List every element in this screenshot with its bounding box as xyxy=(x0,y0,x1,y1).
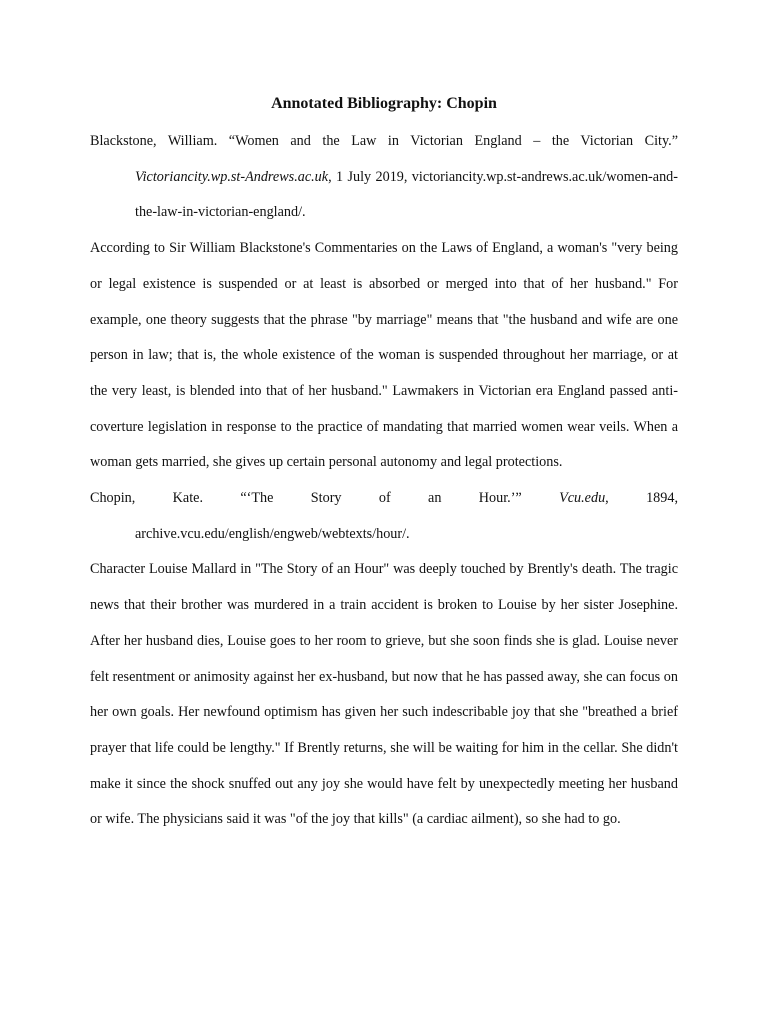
document-page xyxy=(90,90,678,838)
citation-source: Victoriancity.wp.st-Andrews.ac.uk xyxy=(135,168,329,185)
citation-lead: Chopin, Kate. “‘The Story of an Hour.’” xyxy=(90,490,560,507)
citation-tail: , 1894, archive.vcu.edu/english/engweb/webtexts/hour/. xyxy=(135,490,678,542)
document-title: Annotated Bibliography: Chopin xyxy=(271,95,497,112)
citation-blackstone xyxy=(90,124,678,231)
citation-lead: Blackstone, William. “Women and the Law in Victorian England – the Victorian City.” xyxy=(90,133,678,149)
citation-tail: , 1 July 2019, victoriancity.wp.st-andrews.ac.uk/women-and-the-law-in-victorian-england/. xyxy=(135,168,678,221)
annotation-chopin: Character Louise Mallard in "The Story of an Hour" was deeply touched by Brently's death. The tragic news that their brother was murdered in a train accident is broken to Louise by her sister Josephine. After her husband dies, Louise goes to her room to grieve, but she soon finds she is glad. Louise never felt resentment or animosity against her ex-husband, but now that he has passed away, she can focus on her own goals. Her newfound optimism has given her such indescribable joy that she "breathed a brief prayer that life could be lengthy." If Brently returns, she will be waiting for him in the cellar. She didn't make it since the shock snuffed out any joy she would have felt by unexpectedly meeting her husband or wife. The physicians said it was "of the joy that kills" (a cardiac ailment), so she had to go. xyxy=(90,561,678,828)
citation-chopin xyxy=(90,481,678,552)
annotation-blackstone: According to Sir William Blackstone's Commentaries on the Laws of England, a woman's "very being or legal existence is suspended or at least is absorbed or merged into that of her husband." For example, one theory suggests that the phrase "by marriage" means that "the husband and wife are one person in law; that is, the whole existence of the woman is suspended throughout her marriage, or at the very least, is blended into that of her husband." Lawmakers in Victorian era England passed anti-coverture legislation in response to the practice of mandating that married women wear veils. When a woman gets married, she gives up certain personal autonomy and legal protections. xyxy=(90,240,678,471)
citation-source: Vcu.edu xyxy=(559,490,606,507)
